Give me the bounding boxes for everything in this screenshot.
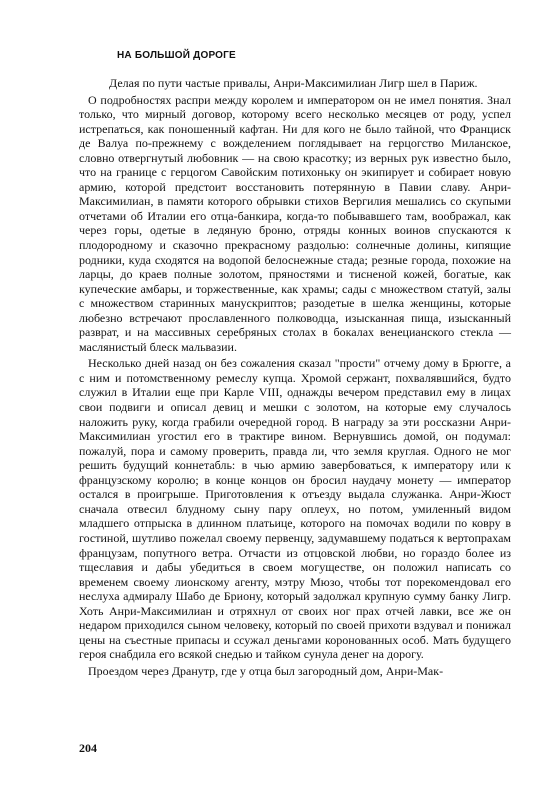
paragraph: Проездом через Дранутр, где у отца был загородный дом, Анри-Мак- <box>88 663 444 678</box>
paragraph: О подробностях распри между королем и императором он не имел понятия. Знал только, что мирный договор, которому всего несколько месяцев от роду, успел истрепаться, как поношенный кафтан. Ни для кого не было тайной, что Франциск де Валуа по-прежнему с вожделением поглядывает на герцогство Миланское, словно отвергнутый любовник — на свою красотку; из верных рук известно было, что на границе с герцогом Савойским потихоньку он экипирует и собирает новую армию, которой предстоит восстановить потерянную в Павии славу. Анри-Максимилиан, в памяти которого обрывки стихов Вергилия мешались со скупыми отчетами об Италии его отца-банкира, когда-то побывавшего там, воображал, как через горы, одетые в ледяную броню, отряды конных воинов спускаются к плодородному и сказочно прекрасному раздолью: солнечные долины, кипящие родники, куда сходятся на водопой белоснежные стада; резные города, похожие на ларцы, до краев полные золотом, пряностями и тисненой кожей, богатые, как купеческие амбары, и торжественные, как храмы; сады с множеством статуй, залы с множеством старинных манускриптов; разодетые в шелка женщины, которые любезно встречают прославленного полководца, изысканная пища, изысканный разврат, и на массивных серебряных столах в бокалах венецианского стекла — маслянистый блеск мальвазии. <box>79 92 511 354</box>
paragraph: Делая по пути частые привалы, Анри-Максимилиан Лигр шел в Париж. <box>109 76 478 90</box>
body-text <box>79 76 511 678</box>
page-number: 204 <box>79 741 97 755</box>
running-head: НА БОЛЬШОЙ ДОРОГЕ <box>117 50 236 61</box>
paragraph: Несколько дней назад он без сожаления сказал "прости" отчему дому в Брюгге, а с ним и потомственному ремеслу купца. Хромой сержант, похвалявшийся, будто служил в Италии еще при Карле VIII, однажды вечером представил ему в лицах свои подвиги и описал девиц и мешки с золотом, на которые ему случалось наложить руку, когда грабили очередной город. В награду за эти россказни Анри-Максимилиан угостил его в трактире вином. Вернувшись домой, он подумал: пожалуй, пора и самому проверить, правда ли, что земля круглая. Одного не мог решить будущий коннетабль: в чью армию завербоваться, к императору или к французскому королю; в конце концов он бросил наудачу монету — император остался в проигрыше. Приготовления к отъезду выдала служанка. Анри-Жюст сначала отвесил блудному сыну пару оплеух, но потом, умиленный видом младшего отпрыска в длинном платьице, которого на помочах водили по ковру в гостиной, шутливо пожелал своему первенцу, задумавшему податься к вертопрахам французам, попутного ветра. Отчасти из отцовской любви, но гораздо более из тщеславия и дабы убедиться в своем могуществе, он положил написать со временем своему лионскому агенту, мэтру Мюзо, чтобы тот порекомендовал его неслуха адмиралу Шабо де Бриону, который задолжал крупную сумму банку Лигр. Хоть Анри-Максимилиан и отряхнул от своих ног прах отчей лавки, все же он недаром приходился сыном человеку, который по своей прихоти вздувал и понижал цены на съестные припасы и ссужал деньгами коронованных особ. Мать будущего героя снабдила его всякой снедью и тайком сунула денег на дорогу. <box>79 356 511 662</box>
